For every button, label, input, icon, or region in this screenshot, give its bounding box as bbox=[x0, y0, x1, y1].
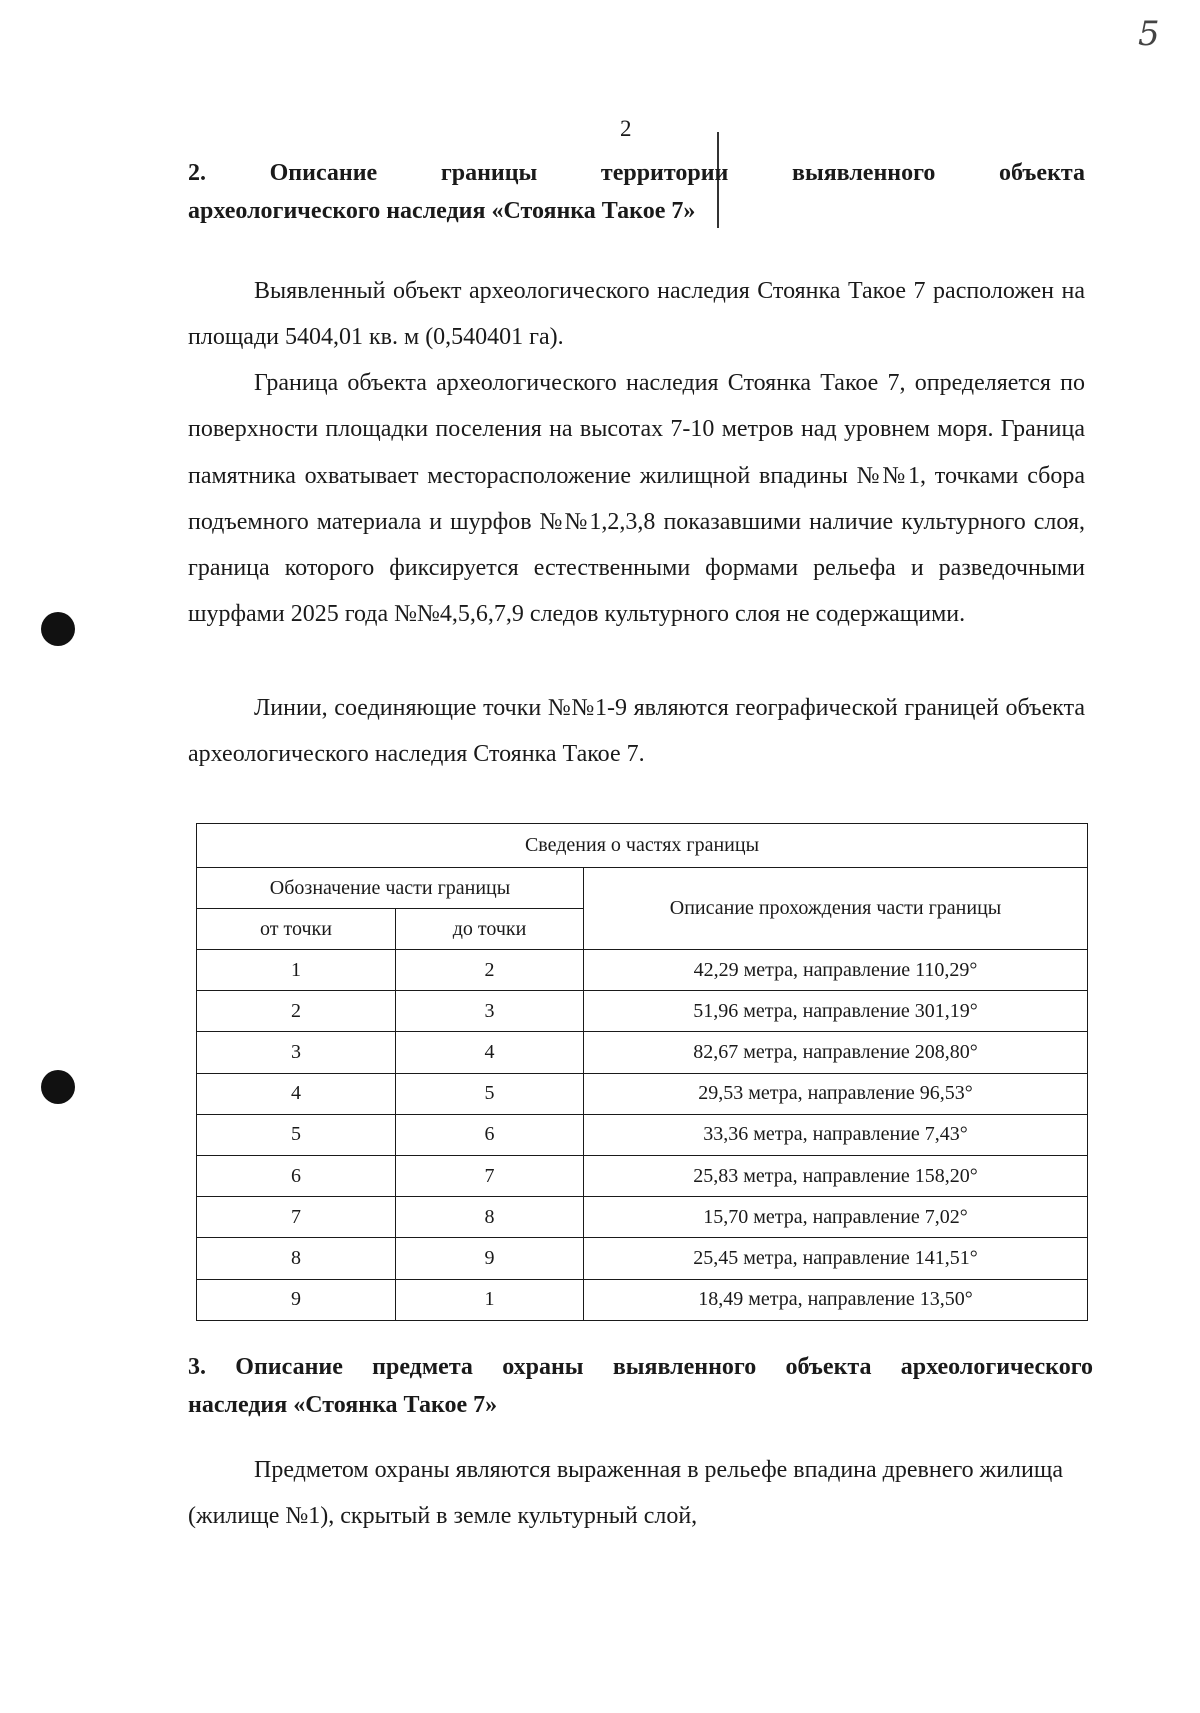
cell-desc: 82,67 метра, направление 208,80° bbox=[584, 1032, 1088, 1073]
table-caption: Сведения о частях границы bbox=[197, 824, 1088, 868]
cell-desc: 42,29 метра, направление 110,29° bbox=[584, 950, 1088, 991]
cell-desc: 33,36 метра, направление 7,43° bbox=[584, 1114, 1088, 1155]
table-row bbox=[197, 1197, 1088, 1238]
cell-to: 9 bbox=[396, 1238, 584, 1279]
cell-to: 1 bbox=[396, 1279, 584, 1320]
cell-desc: 51,96 метра, направление 301,19° bbox=[584, 991, 1088, 1032]
paragraph-boundary-lines: Линии, соединяющие точки №№1-9 являются географической границей объекта археологического наследия Стоянка Такое 7. bbox=[188, 695, 1085, 768]
cell-to: 6 bbox=[396, 1114, 584, 1155]
table-row bbox=[197, 991, 1088, 1032]
cell-desc: 15,70 метра, направление 7,02° bbox=[584, 1197, 1088, 1238]
cell-to: 7 bbox=[396, 1155, 584, 1196]
heading-word: территории bbox=[600, 160, 729, 186]
table-row bbox=[197, 950, 1088, 991]
table-group-header: Обозначение части границы bbox=[197, 868, 584, 909]
section-3-heading-line-2: наследия «Стоянка Такое 7» bbox=[188, 1392, 498, 1418]
paragraph-protection-subject: Предметом охраны являются выраженная в рельефе впадина древнего жилища (жилище №1), скрытый в земле культурный слой, bbox=[188, 1457, 1063, 1530]
cell-desc: 25,45 метра, направление 141,51° bbox=[584, 1238, 1088, 1279]
heading-word: объекта bbox=[999, 160, 1085, 186]
cell-to: 5 bbox=[396, 1073, 584, 1114]
cell-from: 7 bbox=[197, 1197, 396, 1238]
binder-hole bbox=[41, 1070, 75, 1104]
section-2-heading-line-1 bbox=[188, 154, 1085, 192]
cell-to: 3 bbox=[396, 991, 584, 1032]
table-row bbox=[197, 1032, 1088, 1073]
heading-word: 2. Описание bbox=[188, 160, 378, 186]
table-header-to: до точки bbox=[396, 909, 584, 950]
table-row bbox=[197, 1073, 1088, 1114]
cell-desc: 29,53 метра, направление 96,53° bbox=[584, 1073, 1088, 1114]
binder-hole bbox=[41, 612, 75, 646]
table-row bbox=[197, 1114, 1088, 1155]
cell-to: 8 bbox=[396, 1197, 584, 1238]
table-header-description: Описание прохождения части границы bbox=[584, 868, 1088, 950]
cell-desc: 25,83 метра, направление 158,20° bbox=[584, 1155, 1088, 1196]
cell-from: 5 bbox=[197, 1114, 396, 1155]
cell-from: 9 bbox=[197, 1279, 396, 1320]
cell-from: 3 bbox=[197, 1032, 396, 1073]
heading-word: выявленного bbox=[792, 160, 936, 186]
section-2-heading bbox=[188, 154, 1085, 230]
paragraph-area: Выявленный объект археологического наследия Стоянка Такое 7 расположен на площади 5404,01 кв. м (0,540401 га). bbox=[188, 278, 1085, 351]
section-2-heading-line-2: археологического наследия «Стоянка Такое 7» bbox=[188, 198, 696, 224]
cell-from: 2 bbox=[197, 991, 396, 1032]
cell-to: 2 bbox=[396, 950, 584, 991]
cell-from: 6 bbox=[197, 1155, 396, 1196]
table-row bbox=[197, 1238, 1088, 1279]
cell-from: 1 bbox=[197, 950, 396, 991]
cell-from: 8 bbox=[197, 1238, 396, 1279]
handwritten-page-mark: 5 bbox=[1138, 14, 1160, 54]
table-header-from: от точки bbox=[197, 909, 396, 950]
cell-to: 4 bbox=[396, 1032, 584, 1073]
table-row bbox=[197, 1279, 1088, 1320]
heading-word: границы bbox=[440, 160, 538, 186]
table-row bbox=[197, 1155, 1088, 1196]
page-number: 2 bbox=[620, 116, 632, 141]
section-3-heading-line-1: 3. Описание предмета охраны выявленного объекта археологического bbox=[188, 1354, 1093, 1380]
cell-from: 4 bbox=[197, 1073, 396, 1114]
paragraph-boundary-description: Граница объекта археологического наследия Стоянка Такое 7, определяется по поверхности площадки поселения на высотах 7-10 метров над уровнем моря. Граница памятника охватывает месторасположение жилищной впадины №№1, точками сбора подъемного материала и шурфов №№1,2,3,8 показавшими наличие культурного слоя, граница которого фиксируется естественными формами рельефа и разведочными шурфами 2025 года №№4,5,6,7,9 следов культурного слоя не содержащими. bbox=[188, 370, 1085, 628]
cell-desc: 18,49 метра, направление 13,50° bbox=[584, 1279, 1088, 1320]
section-3-heading bbox=[188, 1348, 1093, 1424]
boundary-parts-table bbox=[196, 823, 1088, 1321]
